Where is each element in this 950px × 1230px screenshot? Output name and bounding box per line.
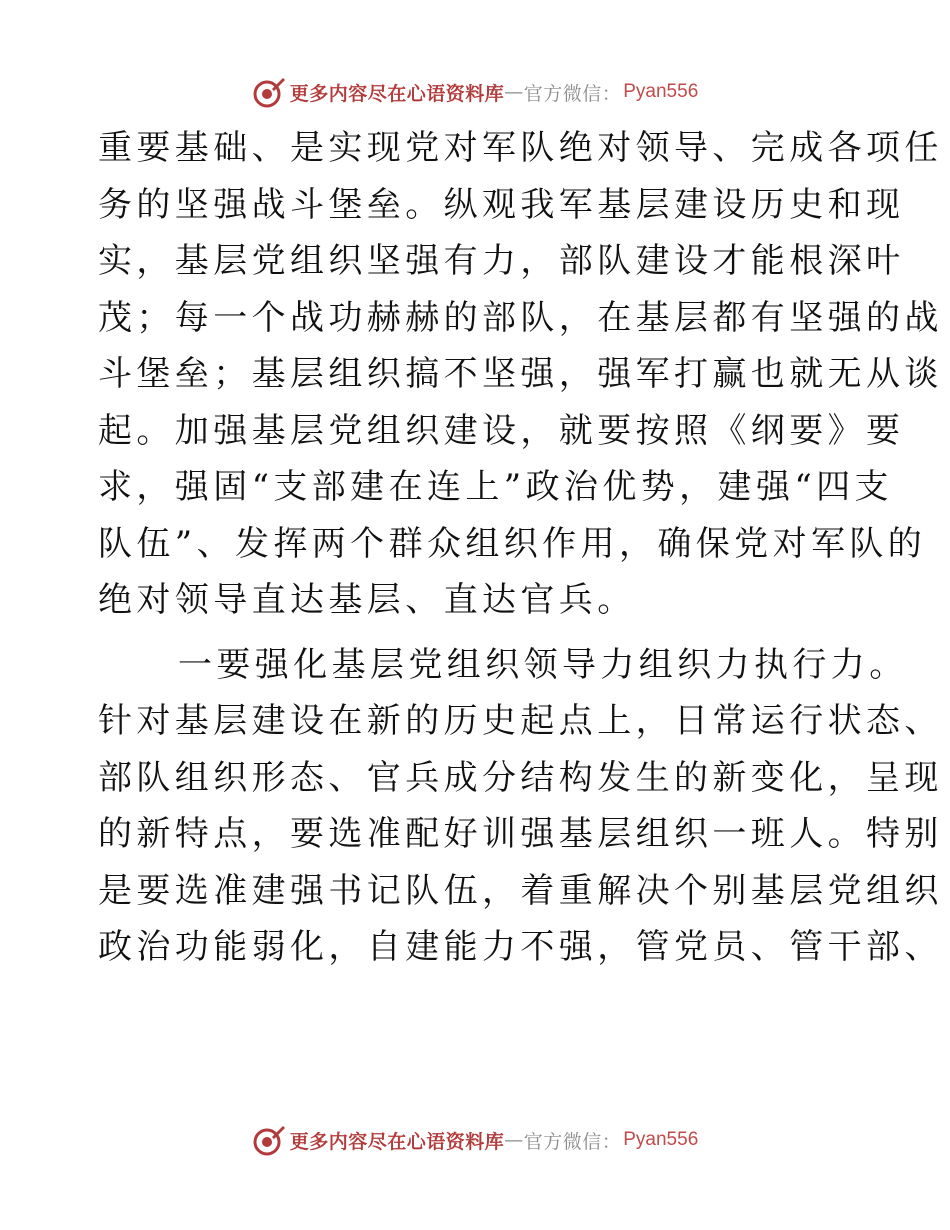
- text-line: 的新特点，要选准配好训强基层组织一班人。特别: [98, 814, 943, 854]
- banner-wechat-id: Pyan556: [623, 1129, 699, 1150]
- banner-brand-text: 更多内容尽在心语资料库: [289, 1130, 505, 1153]
- banner-dash: —: [504, 81, 524, 103]
- banner-dash: —: [504, 1129, 524, 1151]
- text-line: 政治功能弱化，自建能力不强，管党员、管干部、: [98, 927, 943, 967]
- text-line: 队伍”、发挥两个群众组织作用，确保党对军队的: [98, 523, 927, 564]
- text-line: 求，强固“支部建在连上”政治优势，建强“四支: [98, 467, 893, 507]
- header-banner: [0, 72, 950, 112]
- banner-wechat-label: 官方微信：: [523, 82, 622, 105]
- text-line: 绝对领导直达基层、直达官兵。: [98, 580, 636, 620]
- pen-logo-icon: [252, 75, 286, 109]
- text-line: 一要强化基层党组织领导力组织力执行力。: [178, 644, 908, 685]
- text-line: 斗堡垒；基层组织搞不坚强，强军打赢也就无从谈: [98, 354, 943, 394]
- text-line: 重要基础、是实现党对军队绝对领导、完成各项任: [98, 128, 943, 168]
- text-line: 起。加强基层党组织建设，就要按照《纲要》要: [98, 410, 905, 451]
- banner-brand-text: 更多内容尽在心语资料库: [289, 82, 505, 105]
- text-line: 部队组织形态、官兵成分结构发生的新变化，呈现: [98, 757, 943, 798]
- footer-banner: [0, 1120, 950, 1160]
- text-line: 茂；每一个战功赫赫的部队，在基层都有坚强的战: [98, 297, 943, 338]
- paragraph: [98, 120, 943, 629]
- text-line: 务的坚强战斗堡垒。纵观我军基层建设历史和现: [98, 184, 905, 225]
- pen-logo-icon: [252, 1123, 286, 1157]
- text-line: 是要选准建强书记队伍，着重解决个别基层党组织: [98, 870, 943, 911]
- banner-wechat-label: 官方微信：: [523, 1130, 622, 1153]
- banner-wechat-id: Pyan556: [623, 81, 699, 102]
- text-line: 实，基层党组织坚强有力，部队建设才能根深叶: [98, 241, 905, 281]
- document-body: [98, 120, 943, 976]
- paragraph: [98, 637, 943, 976]
- text-line: 针对基层建设在新的历史起点上，日常运行状态、: [98, 701, 943, 741]
